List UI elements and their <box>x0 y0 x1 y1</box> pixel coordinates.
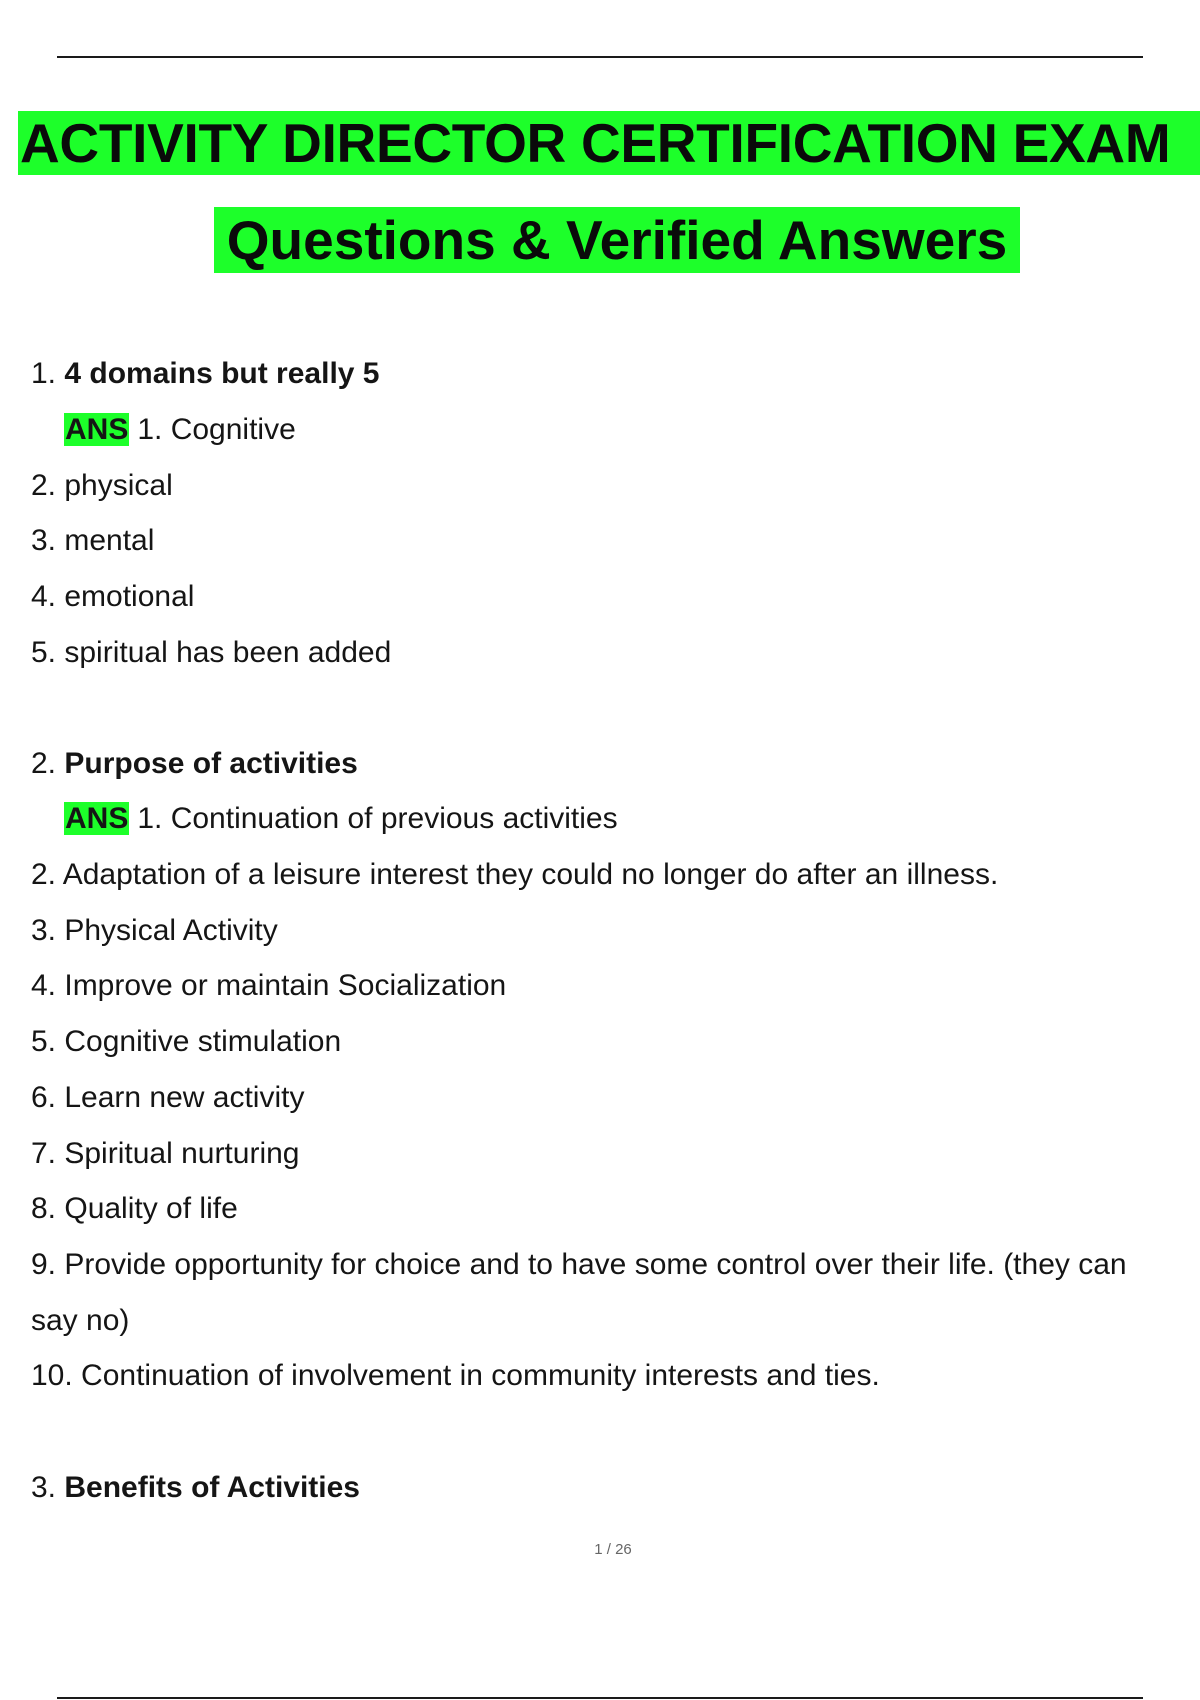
answer-line: 6. Learn new activity <box>31 1081 305 1114</box>
answer-line: 9. Provide opportunity for choice and to have some control over their life. (they can <box>31 1248 1127 1281</box>
answer-line: 3. mental <box>31 524 155 557</box>
question-2 <box>31 746 358 782</box>
answer-line: say no) <box>31 1304 130 1337</box>
top-rule <box>57 56 1143 58</box>
question-text: Purpose of activities <box>64 747 358 780</box>
page-indicator: 1 / 26 <box>594 1541 632 1558</box>
answer-line: 5. Cognitive stimulation <box>31 1025 342 1058</box>
answer-text: 1. Continuation of previous activities <box>137 802 618 835</box>
document-subtitle-highlight <box>214 207 1020 273</box>
question-text: Benefits of Activities <box>64 1471 360 1504</box>
question-text: 4 domains but really 5 <box>64 357 380 390</box>
answer-line: 5. spiritual has been added <box>31 636 392 669</box>
answer-line: 2. Adaptation of a leisure interest they could no longer do after an illness. <box>31 858 999 891</box>
document-title: ACTIVITY DIRECTOR CERTIFICATION EXAM <box>20 112 1171 174</box>
document-title-highlight <box>18 111 1200 175</box>
answer-text: 1. Cognitive <box>137 413 296 446</box>
question-1 <box>31 356 379 392</box>
question-number: 1. <box>31 357 57 390</box>
question-number: 3. <box>31 1471 57 1504</box>
answer-line: 10. Continuation of involvement in community interests and ties. <box>31 1359 880 1392</box>
answer-line: 4. emotional <box>31 580 195 613</box>
ans-badge: ANS <box>65 802 129 835</box>
question-number: 2. <box>31 747 57 780</box>
answer-1-first <box>64 412 296 448</box>
ans-badge: ANS <box>65 413 129 446</box>
answer-line: 8. Quality of life <box>31 1192 238 1225</box>
answer-2-first <box>64 801 618 837</box>
bottom-rule <box>57 1697 1143 1699</box>
answer-line: 4. Improve or maintain Socialization <box>31 969 507 1002</box>
answer-line: 3. Physical Activity <box>31 914 278 947</box>
answer-line: 7. Spiritual nurturing <box>31 1137 300 1170</box>
question-3 <box>31 1470 360 1506</box>
answer-line: 2. physical <box>31 469 173 502</box>
document-subtitle: Questions & Verified Answers <box>226 209 1008 271</box>
